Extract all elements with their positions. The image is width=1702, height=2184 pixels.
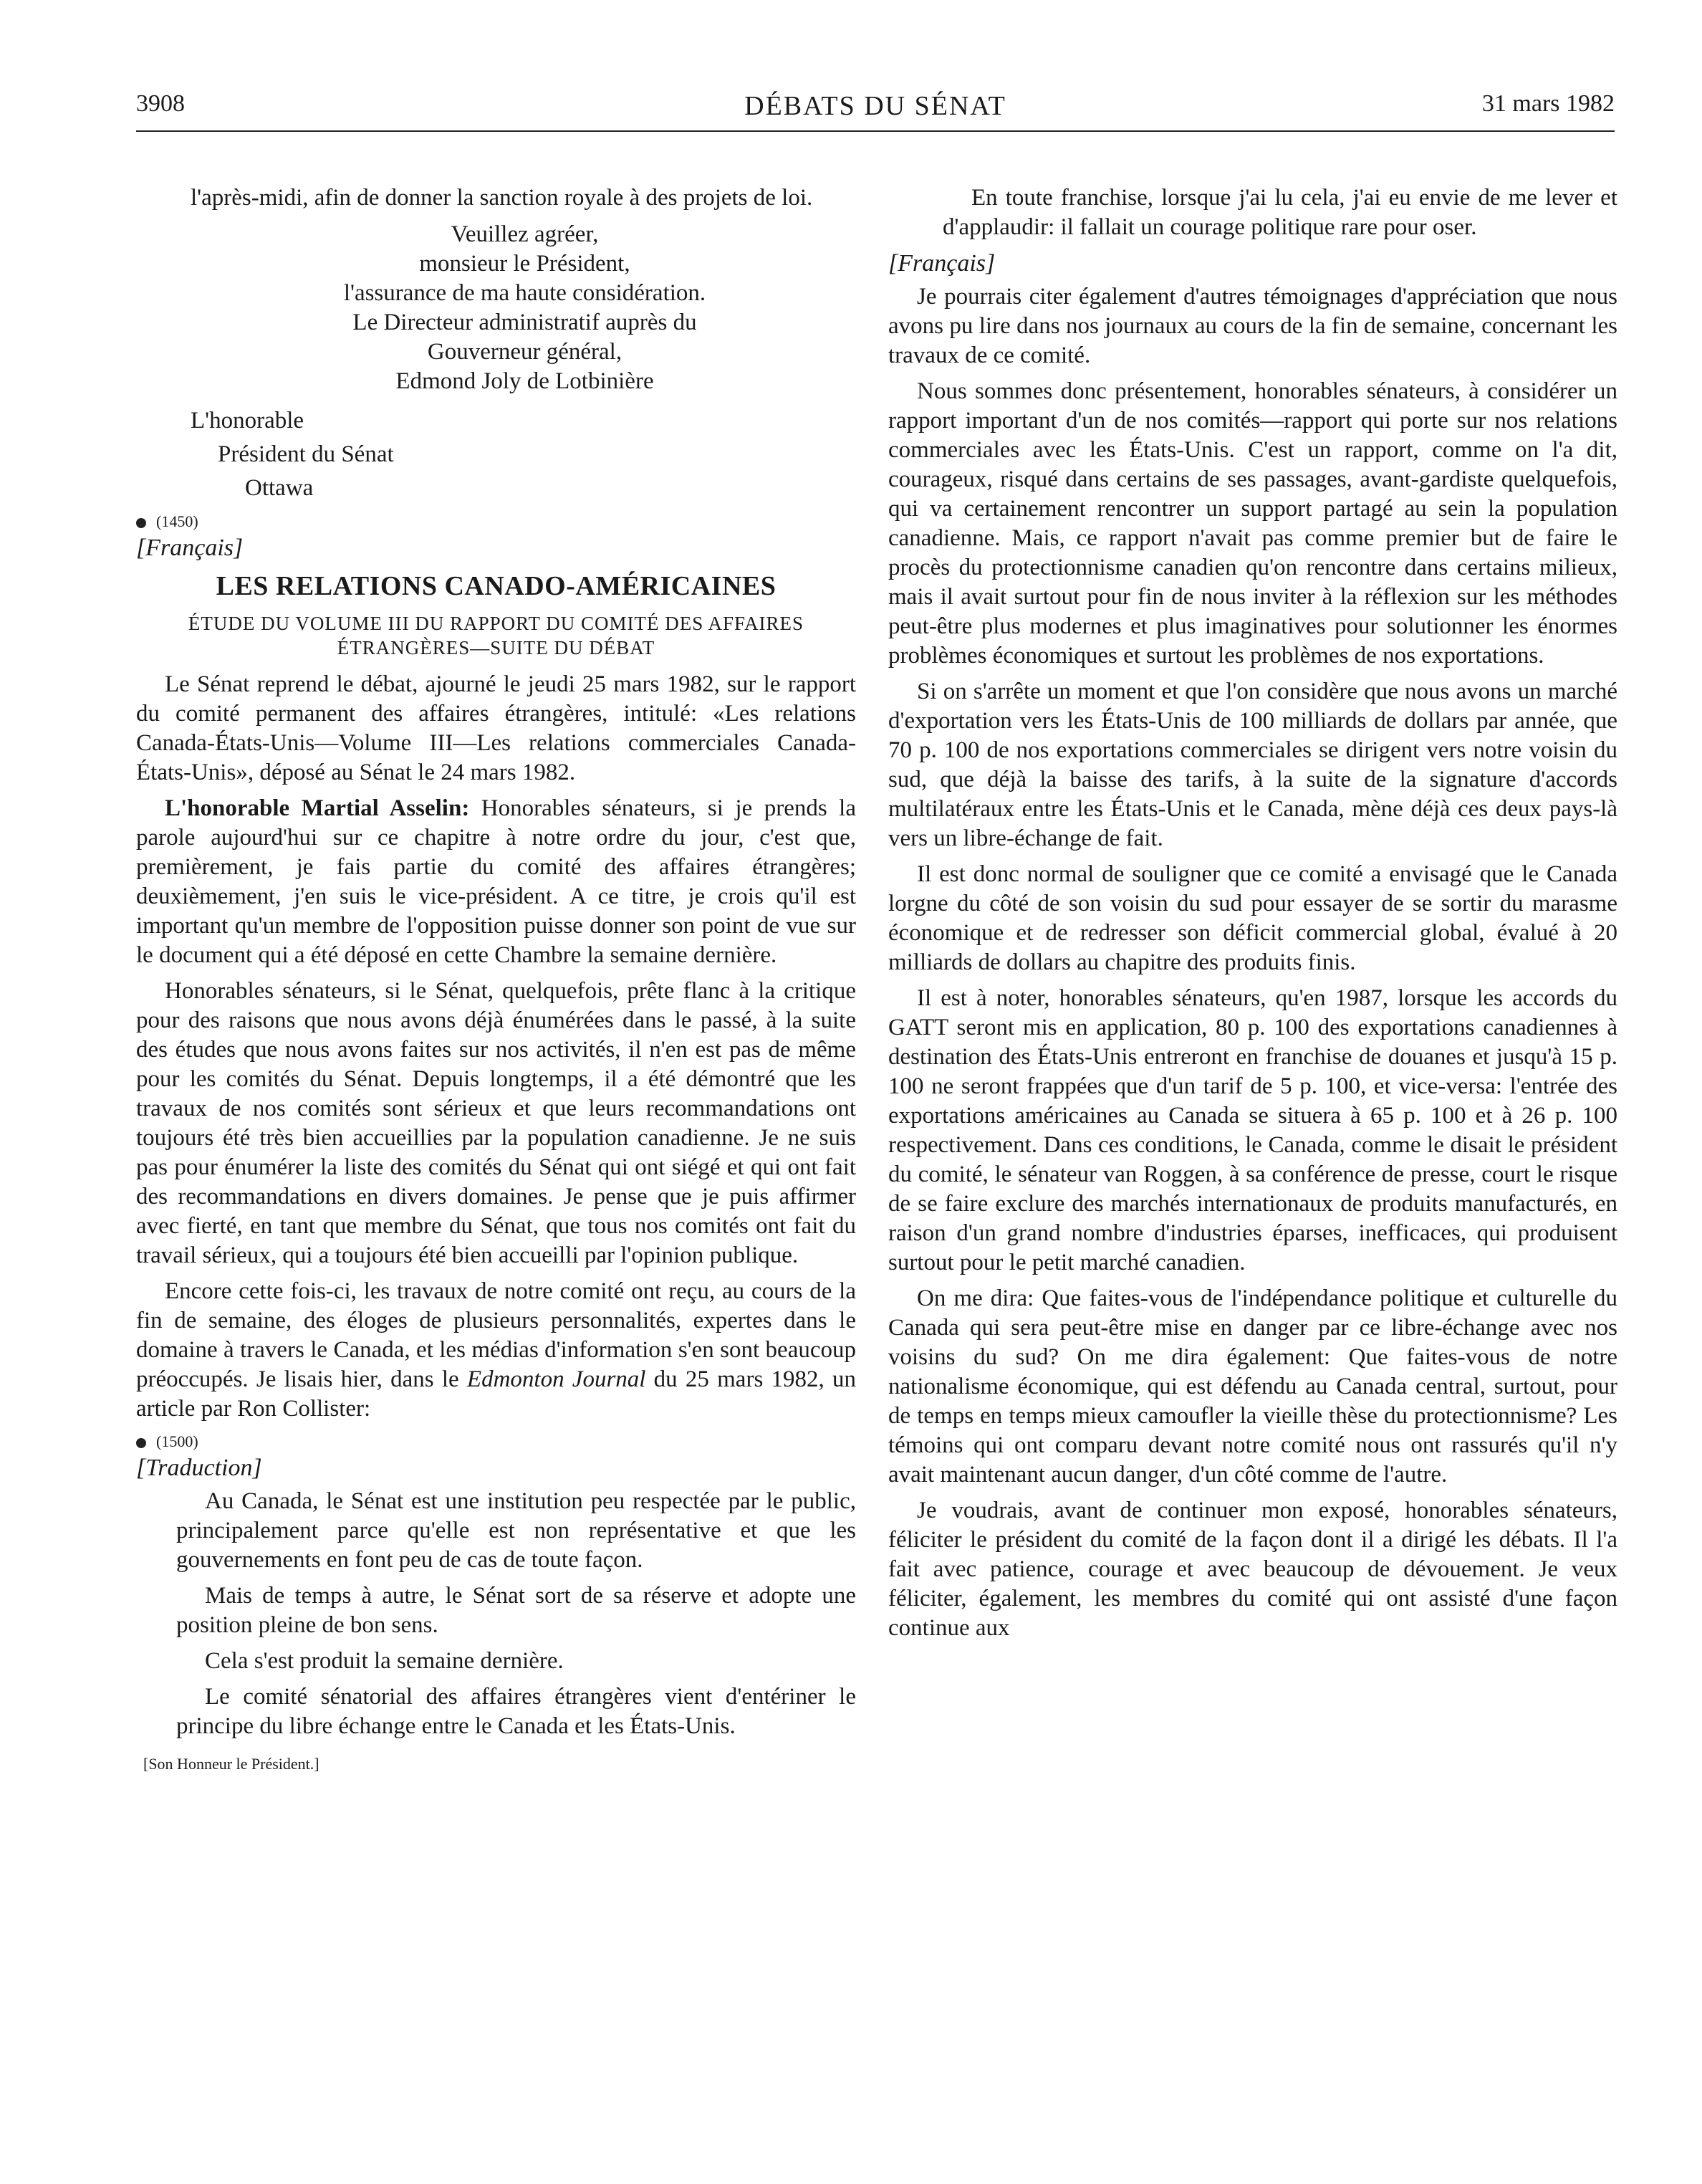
closing-line: Le Directeur administratif auprès du xyxy=(352,310,697,335)
paragraph: Honorables sénateurs, si le Sénat, quelquefois, prête flanc à la critique pour des raisons que nous avons déjà énumérées dans le passé, à la suite des études que nous avons faites sur nos activités, il n'en est pas de même pour les comités du Sénat. Depuis longtemps, il a été démontré que les travaux de nos comités sont sérieux et que leurs recommandations ont toujours été très bien accueillies par la population canadienne. Je ne suis pas pour énumérer la liste des comités du Sénat qui ont siégé et qui ont fait des recommandations en divers domaines. Je pense que je puis affirmer avec fierté, en tant que membre du Sénat, que tous nos comités ont fait du travail sérieux, qui a toujours été bien accueilli par l'opinion publique. xyxy=(136,978,856,1268)
quote-paragraph: Mais de temps à autre, le Sénat sort de sa réserve et adopte une position pleine de bon sens. xyxy=(176,1583,856,1638)
section-subtitle: ÉTUDE DU VOLUME III DU RAPPORT DU COMITÉ DES AFFAIRES ÉTRANGÈRES—SUITE DU DÉBAT xyxy=(188,613,804,658)
paragraph: L'honorable Martial Asselin: Honorables sénateurs, si je prends la parole aujourd'hui sur ce chapitre à notre ordre du jour, c'est que, premièrement, je fais partie du comité des affaires étrangères; deuxièmement, j'en suis le vice-président. A ce titre, je crois qu'il est important qu'un membre de l'opposition puisse donner son point de vue sur le document qui a été déposé en cette Chambre la semaine dernière. xyxy=(136,795,856,968)
paragraph: Encore cette fois-ci, les travaux de notre comité ont reçu, au cours de la fin de semaine, des éloges de plusieurs personnalités, expertes dans le domaine à travers le Canada, et les médias d'information s'en sont beaucoup préoccupés. Je lisais hier, dans le Edmonton Journal du 25 mars 1982, un article par Ron Collister: xyxy=(136,1278,856,1422)
address-line: Président du Sénat xyxy=(218,441,394,467)
language-marker: [Traduction] xyxy=(136,1455,262,1481)
letter-closing xyxy=(136,220,856,396)
paragraph: Il est à noter, honorables sénateurs, qu'en 1987, lorsque les accords du GATT seront mis en application, 80 p. 100 des exportations canadiennes à destination des États-Unis entreront en franchise de douanes et jusqu'à 15 p. 100 ne seront frappées que d'un tarif de 5 p. 100, et vice-versa: l'entrée des exportations américaines au Canada se situera à 65 p. 100 et à 26 p. 100 respectivement. Dans ces conditions, le Canada, comme le disait le président du comité, le sénateur van Roggen, à sa conférence de presse, court le risque de se faire exclure des marchés internationaux de produits manufacturés, en raison d'un grand nombre d'industries éparses, inefficaces, qui produisent surtout pour le petit marché canadien. xyxy=(888,985,1617,1275)
speaker-name: L'honorable Martial Asselin: xyxy=(165,795,470,821)
closing-signature: Edmond Joly de Lotbinière xyxy=(395,368,654,394)
timecode: (1450) xyxy=(136,510,856,533)
bullet-icon xyxy=(136,518,146,528)
page-number: 3908 xyxy=(136,90,185,117)
paragraph: On me dira: Que faites-vous de l'indépendance politique et culturelle du Canada qui sera peut-être mise en danger par ce libre-échange avec nos voisins du sud? On me dira également: Que faites-vous de notre nationalisme économique, qui est défendu au Canada central, surtout, pour de temps en temps mieux camoufler la vieille thèse du protectionnisme? Les témoins qui ont comparu devant notre comité nous ont rassurés qu'il n'y avait maintenant aucun danger, d'un côté comme de l'autre. xyxy=(888,1285,1617,1488)
publication-date: 31 mars 1982 xyxy=(1481,90,1615,117)
section-title: LES RELATIONS CANADO-AMÉRICAINES xyxy=(216,571,777,601)
bullet-icon xyxy=(136,1438,146,1448)
right-column xyxy=(888,183,1617,1649)
address-line: Ottawa xyxy=(245,475,314,501)
publication-title: DÉBATS DU SÉNAT xyxy=(744,91,1006,121)
closing-line: monsieur le Président, xyxy=(419,251,630,277)
paragraph: Je voudrais, avant de continuer mon exposé, honorables sénateurs, féliciter le président du comité de la façon dont il a dirigé les débats. Il l'a fait avec patience, courage et avec beaucoup de dévouement. Je veux féliciter, également, les membres du comité qui ont assisté d'une façon continue aux xyxy=(888,1498,1617,1641)
closing-line: Veuillez agréer, xyxy=(451,221,599,247)
quote-paragraph: Cela s'est produit la semaine dernière. xyxy=(205,1648,564,1674)
paragraph: Je pourrais citer également d'autres témoignages d'appréciation que nous avons pu lire dans nos journaux au cours de la fin de semaine, concernant les travaux de ce comité. xyxy=(888,284,1617,368)
letter-ending: l'après-midi, afin de donner la sanction royale à des projets de loi. xyxy=(191,185,813,211)
paragraph: Il est donc normal de souligner que ce comité a envisagé que le Canada lorgne du côté de son voisin du sud pour essayer de se sortir du marasme économique et de redresser son déficit commercial global, évalué à 20 milliards de dollars au chapitre des produits finis. xyxy=(888,861,1617,975)
closing-line: Gouverneur général, xyxy=(427,339,622,365)
speaker-note: [Son Honneur le Président.] xyxy=(143,1755,319,1773)
closing-line: l'assurance de ma haute considération. xyxy=(343,280,706,306)
address-line: L'honorable xyxy=(191,408,304,434)
paragraph: Nous sommes donc présentement, honorables sénateurs, à considérer un rapport important d'un de nos comités—rapport qui porte sur nos relations commerciales avec les États-Unis. C'est un rapport, comme on l'a dit, courageux, risqué dans certains de ses passages, avant-gardiste quelquefois, qui va certainement rencontrer un support partagé au sein la population canadienne. Mais, ce rapport n'avait pas comme premier but de faire le procès du protectionnisme canadien qu'on rencontre dans certains milieux, mais il avait surtout pour fin de nous inviter à la réflexion sur les méthodes peut-être plus modernes et plus imaginatives pour solutionner les énormes problèmes économiques et surtout les problèmes de nos exportations. xyxy=(888,378,1617,669)
timecode: (1500) xyxy=(136,1430,856,1453)
newspaper-name: Edmonton Journal xyxy=(466,1366,646,1392)
left-column xyxy=(136,183,856,1776)
page-header xyxy=(136,90,1615,132)
paragraph: En toute franchise, lorsque j'ai lu cela, j'ai eu envie de me lever et d'applaudir: il fallait un courage politique rare pour oser. xyxy=(943,185,1617,240)
quoted-article xyxy=(176,1487,856,1741)
quote-paragraph: Le comité sénatorial des affaires étrangères vient d'entériner le principe du libre échange entre le Canada et les États-Unis. xyxy=(176,1684,856,1739)
language-marker: [Français] xyxy=(888,250,996,277)
letter-address xyxy=(136,406,856,503)
paragraph: Le Sénat reprend le débat, ajourné le jeudi 25 mars 1982, sur le rapport du comité permanent des affaires étrangères, intitulé: «Les relations Canada-États-Unis—Volume III—Les relations commerciales Canada-États-Unis», déposé au Sénat le 24 mars 1982. xyxy=(136,671,856,785)
paragraph: Si on s'arrête un moment et que l'on considère que nous avons un marché d'exportation vers les États-Unis de 100 milliards de dollars par année, que 70 p. 100 de nos exportations commerciales se dirigent vers notre voisin du sud, que déjà la baisse des tarifs, à la suite de la signature d'accords multilatéraux entre les États-Unis et le Canada, mène déjà ces deux pays-là vers un libre-échange de fait. xyxy=(888,679,1617,851)
quote-paragraph: Au Canada, le Sénat est une institution peu respectée par le public, principalement parce qu'elle est non représentative et que les gouvernements en font peu de cas de toute façon. xyxy=(176,1488,856,1573)
language-marker: [Français] xyxy=(136,535,244,561)
